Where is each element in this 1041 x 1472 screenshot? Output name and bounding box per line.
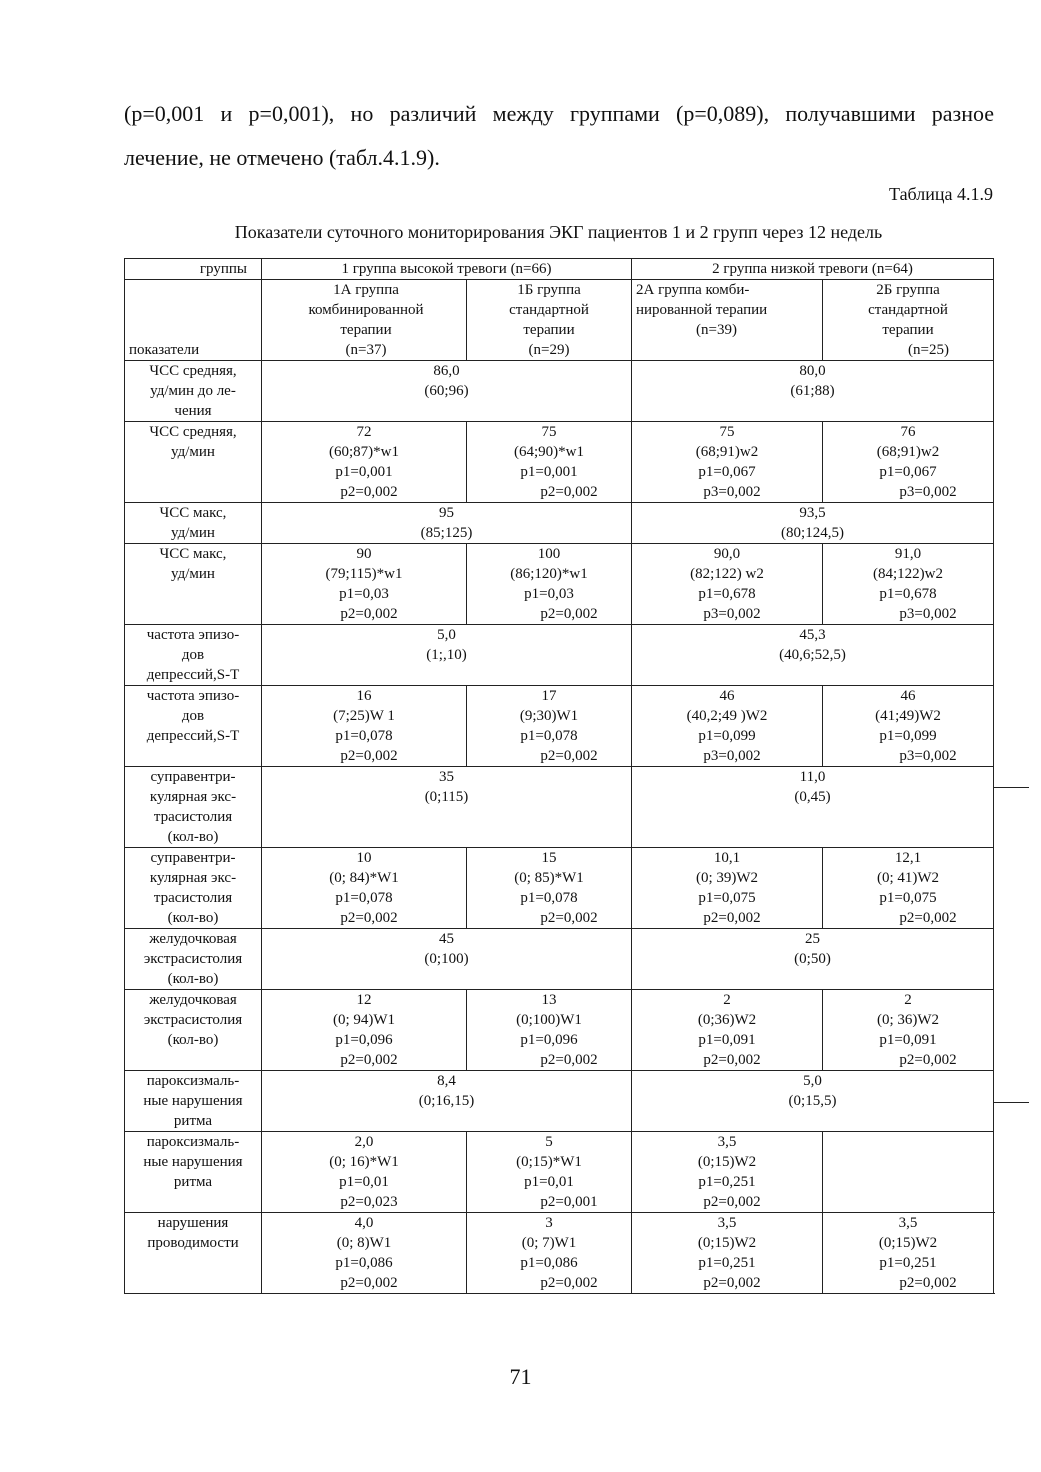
value-line: (40,2;49 )W2	[686, 708, 768, 724]
row-label	[125, 1071, 262, 1132]
value-1b	[467, 848, 632, 929]
value-line: (68;91)w2	[695, 444, 759, 460]
row-label	[125, 767, 262, 848]
value-line: 45	[439, 931, 454, 947]
value-2a	[632, 990, 823, 1071]
value-2b	[823, 422, 994, 503]
value-line: p2=0,023	[340, 1194, 398, 1210]
row-label-line: ритма	[173, 1113, 213, 1129]
subheader-1a	[262, 280, 467, 361]
value-line: p1=0,251	[879, 1255, 937, 1271]
value-2b	[823, 1132, 994, 1213]
row-label-line: экстрасистолия	[143, 951, 243, 967]
value-line: (0;15)W2	[697, 1154, 757, 1170]
table-label: Таблица 4.1.9	[889, 184, 993, 204]
value-line: (60;87)*w1	[329, 444, 399, 460]
subheader-line: 2А группа комби-	[636, 282, 750, 298]
value-line: 80,0	[799, 363, 826, 379]
value-line: 90,0	[713, 546, 741, 562]
row-label-line: кулярная экс-	[149, 789, 237, 805]
value-2a	[632, 1132, 823, 1213]
value-2a	[632, 422, 823, 503]
table-row	[125, 422, 994, 503]
value-line: 100	[537, 546, 561, 562]
value-1b	[467, 1132, 632, 1213]
row-label-line: частота эпизо-	[146, 688, 240, 704]
table-row	[125, 544, 994, 625]
value-line: p1=0,03	[524, 586, 574, 602]
value-line: (60;96)	[424, 383, 469, 399]
value-line: 35	[439, 769, 454, 785]
table-row	[125, 625, 994, 686]
value-line: p2=0,002	[340, 1052, 398, 1068]
value-1a	[262, 422, 467, 503]
value-line: (41;49)W2	[875, 708, 941, 724]
value-1b	[467, 990, 632, 1071]
value-2a	[632, 848, 823, 929]
subheader-line: терапии	[882, 322, 934, 338]
table-row	[125, 767, 994, 848]
value-line: p1=0,086	[520, 1255, 578, 1271]
table-row	[125, 361, 994, 422]
row-label-line: пароксизмаль-	[146, 1134, 240, 1150]
value-line: 3,5	[717, 1215, 737, 1231]
row-label	[125, 1132, 262, 1213]
row-label-line: желудочковая	[149, 992, 237, 1008]
value-line: 72	[356, 424, 372, 440]
table-header-row	[125, 259, 994, 280]
subheader-line: терапии	[523, 322, 575, 338]
value-line: p3=0,002	[899, 748, 957, 764]
value-line: p1=0,678	[698, 586, 756, 602]
row-label-line: трасистолия	[153, 809, 233, 825]
value-line: 5,0	[437, 627, 456, 643]
value-line: p2=0,002	[703, 1275, 761, 1291]
row-label-line: пароксизмаль-	[146, 1073, 240, 1089]
value-line: (9;30)W1	[519, 708, 579, 724]
value-line: p1=0,091	[879, 1032, 937, 1048]
header-groups-cell: группы	[125, 259, 262, 280]
value-1a	[262, 848, 467, 929]
value-line: p1=0,001	[335, 464, 393, 480]
value-line: (0; 7)W1	[521, 1235, 577, 1251]
value-line: p1=0,678	[879, 586, 937, 602]
row-label-line: кулярная экс-	[149, 870, 237, 886]
value-line: p2=0,002	[340, 606, 398, 622]
value-line: 12	[356, 992, 372, 1008]
row-label-line: частота эпизо-	[146, 627, 240, 643]
value-line: 45,3	[799, 627, 826, 643]
row-label-line: ные нарушения	[143, 1154, 243, 1170]
row-label-line: суправентри-	[150, 769, 236, 785]
group2-merged-value	[632, 625, 994, 686]
value-1a	[262, 1213, 467, 1294]
group1-merged-value	[262, 361, 632, 422]
value-line: 86,0	[433, 363, 460, 379]
value-line: p3=0,002	[899, 484, 957, 500]
value-line: p1=0,075	[698, 890, 756, 906]
value-1a	[262, 1132, 467, 1213]
row-label-line: (кол-во)	[167, 910, 219, 926]
value-line: 13	[541, 992, 557, 1008]
value-line: (0,45)	[794, 789, 831, 805]
row-label	[125, 686, 262, 767]
value-line: (0; 16)*W1	[329, 1154, 399, 1170]
row-label-line: дов	[181, 647, 205, 663]
value-line: p1=0,078	[520, 728, 578, 744]
row-label-line: ные нарушения	[143, 1093, 243, 1109]
row-label	[125, 503, 262, 544]
subheader-line: 2Б группа	[876, 282, 940, 298]
table-rule-extension	[993, 1102, 1029, 1103]
value-line: p2=0,002	[340, 748, 398, 764]
value-line: 2	[723, 992, 731, 1008]
row-label-line: уд/мин	[171, 566, 215, 582]
row-label-line: суправентри-	[150, 850, 236, 866]
group2-merged-value	[632, 503, 994, 544]
value-line: 3,5	[898, 1215, 918, 1231]
subheader-line: комбинированной	[308, 302, 424, 318]
row-label-line: депрессий,S-T	[146, 728, 240, 744]
value-1a	[262, 544, 467, 625]
table-subheader-row	[125, 280, 994, 361]
value-line: p2=0,002	[899, 1275, 957, 1291]
value-line: p1=0,096	[335, 1032, 393, 1048]
row-label-line: ЧСС макс,	[159, 546, 227, 562]
value-1a	[262, 990, 467, 1071]
value-line: 3,5	[717, 1134, 737, 1150]
value-1a	[262, 686, 467, 767]
row-label-line: уд/мин	[171, 525, 215, 541]
row-label	[125, 361, 262, 422]
value-line: p2=0,002	[899, 910, 957, 926]
group1-merged-value	[262, 767, 632, 848]
value-line: 75	[541, 424, 557, 440]
value-line: (0; 84)*W1	[329, 870, 399, 886]
value-line: p2=0,002	[340, 484, 398, 500]
value-line: p3=0,002	[703, 484, 761, 500]
value-line: (86;120)*w1	[510, 566, 588, 582]
row-label-line: ЧСС макс,	[159, 505, 227, 521]
row-label-line: трасистолия	[153, 890, 233, 906]
group1-merged-value	[262, 625, 632, 686]
value-line: p2=0,002	[340, 1275, 398, 1291]
value-line: p3=0,002	[899, 606, 957, 622]
group2-merged-value	[632, 929, 994, 990]
value-line: p2=0,002	[340, 910, 398, 926]
value-line: 12,1	[894, 850, 922, 866]
value-line: (0;50)	[794, 951, 831, 967]
body-paragraph	[124, 92, 994, 180]
value-line: p2=0,002	[703, 910, 761, 926]
value-2b	[823, 544, 994, 625]
value-line: (0; 8)W1	[336, 1235, 392, 1251]
value-line: p1=0,01	[524, 1174, 574, 1190]
table-caption: Показатели суточного мониторирования ЭКГ пациентов 1 и 2 групп через 12 недель	[234, 222, 883, 242]
value-line: 5,0	[803, 1073, 822, 1089]
value-line: 2	[904, 992, 912, 1008]
value-line: (0;16,15)	[418, 1093, 475, 1109]
row-label-line: ритма	[173, 1174, 213, 1190]
value-line: (68;91)w2	[876, 444, 940, 460]
subheader-line: стандартной	[868, 302, 948, 318]
subheader-line: терапии	[340, 322, 392, 338]
value-line: p3=0,002	[703, 748, 761, 764]
value-line: (0;100)	[424, 951, 469, 967]
row-label	[125, 990, 262, 1071]
value-line: p2=0,002	[703, 1052, 761, 1068]
subheader-line: стандартной	[509, 302, 589, 318]
value-line: p1=0,067	[879, 464, 937, 480]
value-line: 10	[356, 850, 372, 866]
value-line: 4,0	[354, 1215, 374, 1231]
value-2a	[632, 544, 823, 625]
value-2b	[823, 990, 994, 1071]
subheader-line: 1А группа	[333, 282, 399, 298]
value-1b	[467, 1213, 632, 1294]
value-line: 95	[439, 505, 454, 521]
value-line: (7;25)W 1	[333, 708, 395, 724]
value-line: p1=0,075	[879, 890, 937, 906]
value-line: 17	[541, 688, 557, 704]
group2-merged-value	[632, 767, 994, 848]
value-line: 10,1	[713, 850, 741, 866]
value-line: p2=0,002	[540, 606, 598, 622]
value-line: (0;15,5)	[788, 1093, 837, 1109]
value-line: 5	[545, 1134, 553, 1150]
value-line: p2=0,002	[899, 1052, 957, 1068]
group1-merged-value	[262, 503, 632, 544]
value-line: (0; 36)W2	[876, 1012, 940, 1028]
value-line: (0;15)*W1	[516, 1154, 582, 1170]
row-label-line: депрессий,S-T	[146, 667, 240, 683]
row-label-line: ЧСС средняя,	[149, 424, 237, 440]
value-line: (79;115)*w1	[325, 566, 403, 582]
value-line: p2=0,002	[540, 1275, 598, 1291]
subheader-line: (n=29)	[528, 342, 570, 358]
group2-merged-value	[632, 361, 994, 422]
value-line: (0; 39)W2	[695, 870, 759, 886]
value-1b	[467, 686, 632, 767]
header-indicators-cell: показатели	[125, 280, 262, 361]
table-row	[125, 1213, 994, 1294]
value-line: 93,5	[799, 505, 826, 521]
value-line: p1=0,078	[335, 890, 393, 906]
table-row	[125, 1132, 994, 1213]
row-label-line: чения	[174, 403, 212, 419]
value-2a	[632, 686, 823, 767]
value-line: (82;122) w2	[690, 566, 764, 582]
value-line: p1=0,096	[520, 1032, 578, 1048]
row-label-line: (кол-во)	[167, 1032, 219, 1048]
value-line: p1=0,099	[879, 728, 937, 744]
row-label-line: дов	[181, 708, 205, 724]
row-label-line: ЧСС средняя,	[149, 363, 237, 379]
subheader-line: (n=25)	[908, 342, 949, 358]
data-table	[124, 258, 994, 1294]
value-line: 76	[900, 424, 916, 440]
row-label-line: уд/мин	[171, 444, 215, 460]
value-line: p2=0,002	[540, 1052, 598, 1068]
subheader-line: 1Б группа	[517, 282, 581, 298]
value-line: p1=0,078	[520, 890, 578, 906]
value-line: (0;115)	[424, 789, 469, 805]
subheader-2a	[632, 280, 823, 361]
row-label-line: (кол-во)	[167, 829, 219, 845]
value-line: (84;122)w2	[873, 566, 943, 582]
row-label	[125, 625, 262, 686]
subheader-1b	[467, 280, 632, 361]
value-line: p1=0,078	[335, 728, 393, 744]
value-line: 16	[356, 688, 372, 704]
value-line: p2=0,002	[703, 1194, 761, 1210]
value-2b	[823, 1213, 994, 1294]
value-line: 75	[719, 424, 735, 440]
table-rule-extension	[993, 787, 1029, 788]
value-line: (0;100)W1	[516, 1012, 582, 1028]
row-label	[125, 1213, 262, 1294]
value-line: (0;36)W2	[697, 1012, 757, 1028]
group2-merged-value	[632, 1071, 994, 1132]
row-label-line: (кол-во)	[167, 971, 219, 987]
subheader-line: (n=39)	[696, 322, 737, 338]
value-2b	[823, 686, 994, 767]
value-line: p1=0,01	[339, 1174, 389, 1190]
value-line: p2=0,001	[540, 1194, 598, 1210]
header-group2: 2 группа низкой тревоги (n=64)	[632, 259, 994, 280]
value-line: 11,0	[799, 769, 826, 785]
value-line: (80;124,5)	[781, 525, 844, 541]
page-number: 71	[509, 1364, 532, 1389]
value-line: p1=0,001	[520, 464, 578, 480]
value-line: 46	[719, 688, 735, 704]
value-line: p1=0,251	[698, 1174, 756, 1190]
row-label-line: желудочковая	[149, 931, 237, 947]
subheader-line: нированной терапии	[636, 302, 768, 318]
paragraph-line-1: (р=0,001 и р=0,001), но различий между группами (р=0,089), получавшими разное	[124, 101, 994, 126]
value-line: 8,4	[437, 1073, 456, 1089]
table-row	[125, 929, 994, 990]
value-line: p2=0,002	[540, 484, 598, 500]
value-line: (0; 85)*W1	[514, 870, 584, 886]
value-1b	[467, 544, 632, 625]
subheader-2b	[823, 280, 994, 361]
value-line: (0;15)W2	[697, 1235, 757, 1251]
table-row	[125, 990, 994, 1071]
row-label	[125, 929, 262, 990]
value-line: (64;90)*w1	[514, 444, 584, 460]
value-line: 3	[545, 1215, 553, 1231]
value-line: 2,0	[354, 1134, 374, 1150]
value-line: p1=0,03	[339, 586, 389, 602]
value-line: p2=0,002	[540, 910, 598, 926]
subheader-line: (n=37)	[345, 342, 387, 358]
value-line: (0;15)W2	[878, 1235, 938, 1251]
table-row	[125, 686, 994, 767]
value-line: (40,6;52,5)	[779, 647, 846, 663]
row-label-line: экстрасистолия	[143, 1012, 243, 1028]
value-line: (85;125)	[420, 525, 473, 541]
value-2b	[823, 848, 994, 929]
value-line: p1=0,091	[698, 1032, 756, 1048]
row-label	[125, 848, 262, 929]
value-line: 15	[541, 850, 557, 866]
value-line: p1=0,086	[335, 1255, 393, 1271]
value-line: p1=0,067	[698, 464, 756, 480]
row-label-line: уд/мин до ле-	[150, 383, 236, 399]
value-line: p3=0,002	[703, 606, 761, 622]
value-line: p1=0,251	[698, 1255, 756, 1271]
group1-merged-value	[262, 929, 632, 990]
value-line: (61;88)	[790, 383, 835, 399]
value-line: 91,0	[894, 546, 922, 562]
value-line: (0; 41)W2	[876, 870, 940, 886]
value-line: (0; 94)W1	[332, 1012, 396, 1028]
table-row	[125, 503, 994, 544]
value-line: (1;,10)	[426, 647, 467, 663]
row-label-line: проводимости	[147, 1235, 239, 1251]
table-row	[125, 1071, 994, 1132]
paragraph-line-2: лечение, не отмечено (табл.4.1.9).	[124, 145, 440, 170]
header-group1: 1 группа высокой тревоги (n=66)	[262, 259, 632, 280]
value-2a	[632, 1213, 823, 1294]
value-line: 25	[805, 931, 820, 947]
value-1b	[467, 422, 632, 503]
table-row	[125, 848, 994, 929]
value-line: p1=0,099	[698, 728, 756, 744]
row-label	[125, 422, 262, 503]
row-label-line: нарушения	[157, 1215, 229, 1231]
group1-merged-value	[262, 1071, 632, 1132]
row-label	[125, 544, 262, 625]
value-line: 46	[900, 688, 916, 704]
value-line: p2=0,002	[540, 748, 598, 764]
value-line: 90	[356, 546, 372, 562]
